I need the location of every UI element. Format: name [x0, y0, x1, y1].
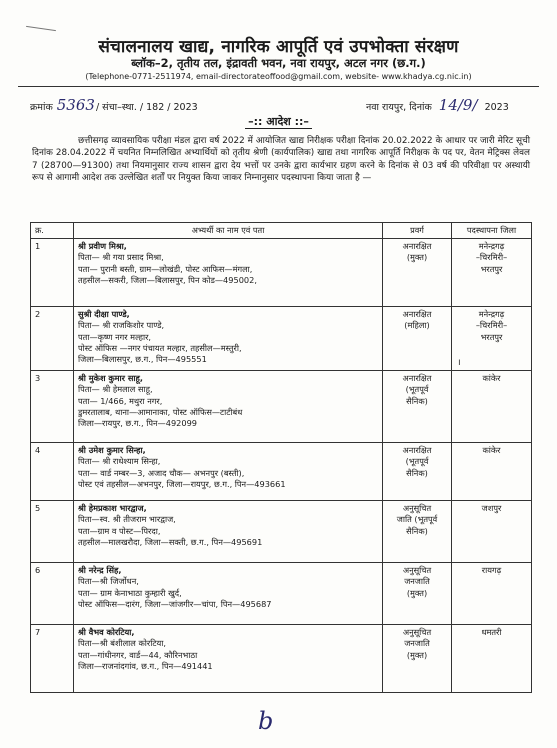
address-line: पोस्ट ऑफिस —नगर पंचायत मल्हार, तहसील—मस्तुरी,: [78, 342, 242, 353]
address-line: पिता— श्री हेमलाल साहू,: [78, 384, 153, 395]
margin-mark: [26, 26, 56, 31]
office-contact: (Telephone-0771-2511974, email-directorateoffood@gmail.com, website- www.khadya.cg.nic.in): [85, 72, 472, 81]
category-line: जनजाति: [404, 638, 430, 649]
category-cell: [383, 443, 452, 501]
place-date: नवा रायपुर, दिनांक 14/9/ 2023: [366, 96, 509, 114]
col-district: पदस्थापना जिला: [452, 223, 532, 239]
district-line: भरतपुर: [480, 331, 503, 342]
category-line: (भूतपूर्व: [405, 456, 429, 467]
candidate-name: श्री हेमप्रकाश भारद्वाज,: [78, 503, 147, 514]
office-address: ब्लॉक–2, तृतीय तल, इंद्रावती भवन, नवा रायपुर, अटल नगर (छ.ग.): [131, 56, 426, 70]
order-heading: –:: आदेश ::–: [0, 114, 557, 129]
district-line: –चिरमिरी–: [475, 320, 508, 331]
table-row: [31, 625, 532, 693]
district-line: धमतरी: [481, 627, 502, 638]
address-line: जिला—रायपुर, छ.ग., पिन—492099: [78, 418, 197, 429]
serial-cell: 3: [31, 371, 74, 443]
category-line: अनुसूचित: [402, 503, 432, 514]
address-line: पता—ग्राम व पोस्ट—पिरदा,: [78, 525, 161, 536]
candidate-name: श्री प्रवीण मिश्रा,: [78, 241, 127, 252]
posting-table: [30, 222, 532, 693]
address-line: पिता— श्री गया प्रसाद मिश्रा,: [78, 252, 164, 263]
category-line: जाति (भूतपूर्व: [396, 514, 438, 525]
category-line: अनारक्षित: [402, 241, 432, 252]
col-category: प्रवर्ग: [383, 223, 452, 239]
order-paragraph: छत्तीसगढ़ व्यावसायिक परीक्षा मंडल द्वारा वर्ष 2022 में आयोजित खाद्य निरीक्षक परीक्षा दिनांक 20.02.2022 के आधार पर जारी मेरिट सूची दिनांक 28.04.2022 में चयनित निम्नलिखित अभ्यार्थियों को तृतीय श्रेणी (कार्यपालिक) खाद्य तथा नागरिक आपूर्ति निरीक्षक के पद पर, वेतन मेट्रिक्स लेवल 7 (28700—91300) तथा नियमानुसार राज्य शासन द्वारा देय भत्तों पर उनके द्वारा कार्यभार ग्रहण करने के दिनांक से 03 वर्ष की परिवीक्षा पर अस्थायी रूप से आगामी आदेश तक उल्लेखित शर्तों पर नियुक्त किया जाकर निम्नानुसार पदस्थापना किया जाता है —: [32, 136, 530, 183]
address-line: पिता—श्री बंशीलाल कोरटिया,: [78, 638, 166, 649]
district-line: कांकेर: [482, 373, 501, 384]
category-line: अनुसूचित: [402, 565, 432, 576]
address-line: पता—कृष्ण नगर मल्हार,: [78, 331, 152, 342]
table-row: [31, 443, 532, 501]
table-body: [31, 239, 532, 693]
candidate-name: श्री नरेन्द्र सिंह,: [78, 565, 122, 576]
name-address-cell: [74, 625, 383, 693]
header-rule: [18, 86, 539, 87]
candidate-name: श्री मुकेश कुमार साहू,: [78, 373, 143, 384]
category-cell: [383, 239, 452, 307]
address-line: पता—गांधीनगर, वार्ड—44, कौरिनभाठा: [78, 649, 198, 660]
reference-number: क्रमांक 5363/ संचा–स्था. / 182 / 2023: [30, 96, 198, 114]
serial-cell: 1: [31, 239, 74, 307]
address-line: पिता—श्री जिर्जोधन,: [78, 576, 139, 587]
table-row: [31, 501, 532, 563]
category-cell: [383, 625, 452, 693]
district-cell: [452, 501, 532, 563]
district-line: रायगढ़: [481, 565, 502, 576]
address-line: पोस्ट एवं तहसील—अभनपुर, जिला—रायपुर, छ.ग., पिन—493661: [78, 478, 286, 489]
candidate-name: श्री उमेश कुमार सिन्हा,: [78, 445, 146, 456]
category-line: (मुक्त): [406, 587, 428, 598]
category-line: अनारक्षित: [402, 373, 432, 384]
serial-cell: 6: [31, 563, 74, 625]
district-cell: [452, 371, 532, 443]
signature-mark: b: [258, 707, 274, 735]
district-cell: [452, 443, 532, 501]
district-line: मनेन्द्रगढ़: [478, 241, 505, 252]
address-line: पता— वार्ड नम्बर—3, अजाद चौक— अभनपुर (बस्ती),: [78, 467, 245, 478]
address-line: पता— पुरानी बस्ती, ग्राम—लोखंडी, पोस्ट आफिस—मंगला,: [78, 263, 253, 274]
category-line: सैनिक): [406, 395, 428, 406]
candidate-name: श्री वैभव कोरटिया,: [78, 627, 135, 638]
category-line: (मुक्त): [406, 252, 428, 263]
handwritten-number: 5363: [56, 96, 95, 114]
table-row: [31, 371, 532, 443]
address-line: पिता— श्री राधेश्याम सिन्हा,: [78, 456, 161, 467]
handwritten-date: 14/9/: [438, 96, 478, 114]
district-cell: [452, 625, 532, 693]
address-line: जिला—राजनांदगांव, छ.ग., पिन—491441: [78, 660, 213, 671]
office-title: संचालनालय खाद्य, नागरिक आपूर्ति एवं उपभोक्ता संरक्षण: [98, 37, 459, 57]
district-line: कांकेर: [482, 445, 501, 456]
category-line: अनारक्षित: [402, 309, 432, 320]
address-line: पिता— श्री राजकिशोर पाण्डे,: [78, 320, 165, 331]
address-line: तहसील—सकरी, जिला—बिलासपुर, पिन कोड—495002,: [78, 274, 257, 285]
category-line: अनुसूचित: [402, 627, 432, 638]
address-line: पिता—स्व. श्री तीजराम भारद्वाज,: [78, 514, 176, 525]
tick-mark: ı: [458, 357, 461, 368]
name-address-cell: [74, 563, 383, 625]
table-row: [31, 239, 532, 307]
district-line: मनेन्द्रगढ़: [478, 309, 505, 320]
col-name-address: अभ्यर्थी का नाम एवं पता: [74, 223, 383, 239]
table-row: [31, 307, 532, 371]
category-cell: [383, 371, 452, 443]
category-line: अनारक्षित: [402, 445, 432, 456]
category-line: जनजाति: [404, 576, 430, 587]
serial-cell: 2: [31, 307, 74, 371]
table-row: [31, 563, 532, 625]
serial-cell: 5: [31, 501, 74, 563]
name-address-cell: [74, 443, 383, 501]
district-line: भरतपुर: [480, 263, 503, 274]
district-line: जशपुर: [481, 503, 502, 514]
category-line: (महिला): [404, 320, 430, 331]
candidate-name: सुश्री दीक्षा पाण्डे,: [78, 309, 130, 320]
address-line: जिला—बिलासपुर, छ.ग., पिन—495551: [78, 354, 207, 365]
name-address-cell: [74, 239, 383, 307]
district-line: –चिरमिरी–: [475, 252, 508, 263]
category-cell: [383, 501, 452, 563]
category-line: (मुक्त): [406, 649, 428, 660]
col-serial: क्र.: [31, 223, 74, 239]
name-address-cell: [74, 501, 383, 563]
address-line: पता— 1/466, मथुरा नगर,: [78, 395, 163, 406]
serial-cell: 4: [31, 443, 74, 501]
category-cell: [383, 307, 452, 371]
name-address-cell: [74, 307, 383, 371]
name-address-cell: [74, 371, 383, 443]
category-line: सैनिक): [406, 525, 428, 536]
district-cell: [452, 563, 532, 625]
table-header-row: [31, 223, 532, 239]
address-line: डुमरतालाब, थाना—आमानाका, पोस्ट ऑफिस—टाटीबंध: [78, 406, 243, 417]
category-cell: [383, 563, 452, 625]
district-cell: [452, 239, 532, 307]
category-line: (भूतपूर्व: [405, 384, 429, 395]
address-line: तहसील—मालखरौदा, जिला—सक्ती, छ.ग., पिन—495691: [78, 536, 263, 547]
address-line: पता— ग्राम केनाभाठा कुम्हारी खुर्द,: [78, 587, 182, 598]
serial-cell: 7: [31, 625, 74, 693]
address-line: पोस्ट ऑफिस—दारंग, जिला—जांजगीर—चांपा, पिन—495687: [78, 598, 272, 609]
category-line: सैनिक): [406, 467, 428, 478]
district-cell: [452, 307, 532, 371]
